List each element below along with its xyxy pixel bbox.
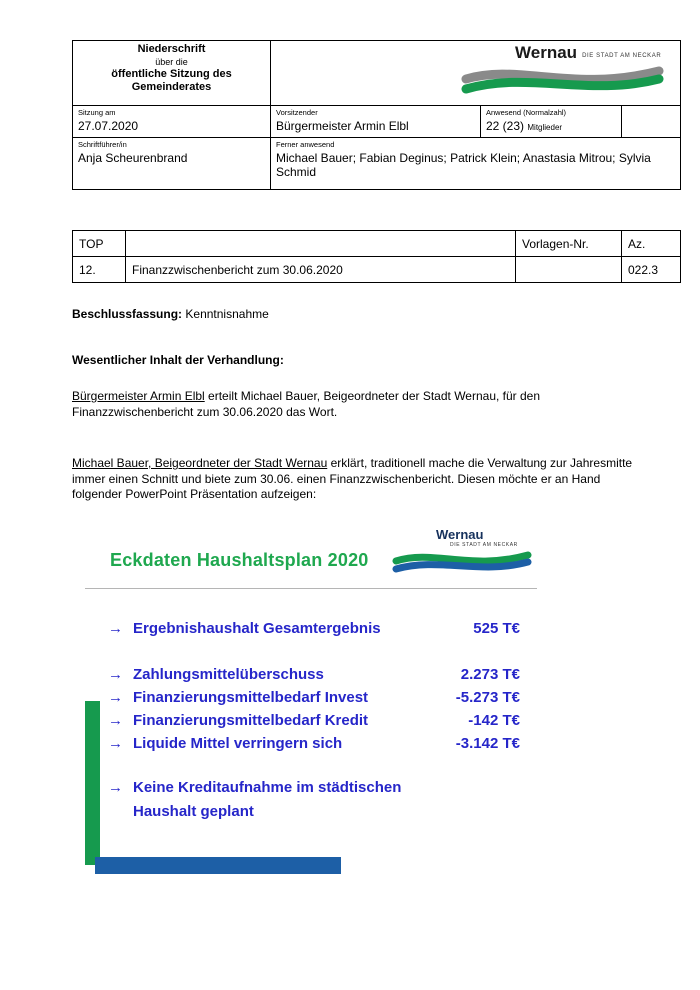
slide-bullet-invest: [108, 689, 520, 706]
field-anwesend-value: [486, 119, 616, 135]
slide-blue-bar: [95, 857, 341, 874]
header-logo-cell: [271, 41, 681, 106]
field-anwesend-label: Anwesend (Normalzahl): [486, 108, 567, 117]
slide-wernau-logo: [392, 528, 534, 577]
field-schriftfuehrer: [73, 138, 271, 190]
cell-az: 022.3: [622, 257, 681, 283]
note-text: [133, 776, 401, 824]
wernau-logo: [460, 44, 672, 95]
bullet-label: Finanzierungsmittelbedarf Kredit: [133, 712, 369, 729]
cell-vorlagen: [516, 257, 622, 283]
bullet-value: -5.273 T€: [455, 689, 520, 706]
bullet-value: -3.142 T€: [455, 735, 520, 752]
arrow-icon: →: [108, 666, 123, 683]
field-ferner-label: Ferner anwesend: [276, 140, 335, 149]
table-row: [73, 257, 681, 283]
doc-title-line4: Gemeinderates: [131, 81, 212, 93]
paragraph-2: [72, 456, 634, 503]
doc-title-cell: [73, 41, 271, 106]
doc-title-line3: öffentliche Sitzung des: [111, 68, 232, 80]
field-ferner-value: Michael Bauer; Fabian Deginus; Patrick Klein; Anastasia Mitrou; Sylvia Schmid: [276, 151, 651, 179]
cell-top-title: Finanzzwischenbericht zum 30.06.2020: [126, 257, 516, 283]
slide-bullet-liquide-mittel: [108, 735, 520, 752]
field-vorsitzender-value: Bürgermeister Armin Elbl: [276, 119, 409, 133]
arrow-icon: →: [108, 712, 123, 729]
anwesend-count: 22 (23): [486, 119, 525, 133]
field-vorsitzender-label: Vorsitzender: [276, 108, 318, 117]
beschluss-label: Beschlussfassung:: [72, 307, 183, 321]
arrow-icon: →: [108, 779, 123, 796]
beschluss-value: Kenntnisnahme: [185, 307, 269, 321]
field-anwesend: [481, 106, 622, 138]
wernau-tagline: DIE STADT AM NECKAR: [582, 53, 662, 59]
slide-bullet-ergebnishaushalt: [108, 620, 520, 637]
col-header-top: TOP: [73, 231, 126, 257]
bullet-label: Finanzierungsmittelbedarf Invest: [133, 689, 369, 706]
top-table-header-row: [73, 231, 681, 257]
arrow-icon: →: [108, 689, 123, 706]
top-table: [72, 230, 681, 283]
slide-note: [108, 776, 520, 824]
arrow-icon: →: [108, 620, 123, 637]
field-ferner: [271, 138, 681, 190]
cell-top-number: 12.: [73, 257, 126, 283]
slide-title: Eckdaten Haushaltsplan 2020: [110, 550, 369, 570]
bullet-value: 2.273 T€: [460, 666, 520, 683]
bullet-label: Zahlungsmittelüberschuss: [133, 666, 324, 683]
slide-bullet-kredit: [108, 712, 520, 729]
paragraph-1-name: Bürgermeister Armin Elbl: [72, 389, 205, 403]
wernau-wordmark: Wernau: [515, 43, 578, 62]
field-sitzung: [73, 106, 271, 138]
slide-green-bar: [85, 701, 100, 865]
doc-title-line2: über die: [155, 57, 188, 67]
paragraph-1: [72, 389, 634, 420]
header-empty-box: [622, 106, 681, 138]
field-sitzung-value: 27.07.2020: [78, 119, 139, 133]
header-table: [72, 40, 681, 190]
bullet-value: 525 T€: [473, 620, 520, 637]
slide-bullet-zahlungsmittel: [108, 666, 520, 683]
inhalt-heading: Wesentlicher Inhalt der Verhandlung:: [72, 353, 284, 367]
anwesend-unit: Mitglieder: [527, 123, 563, 132]
field-sitzung-label: Sitzung am: [78, 108, 116, 117]
paragraph-2-name: Michael Bauer, Beigeordneter der Stadt Wernau: [72, 456, 328, 470]
note-line2: Haushalt geplant: [133, 803, 254, 820]
field-vorsitzender: [271, 106, 481, 138]
col-header-empty: [126, 231, 516, 257]
field-schriftfuehrer-label: Schriftführer/in: [78, 140, 127, 149]
field-schriftfuehrer-value: Anja Scheurenbrand: [78, 151, 188, 165]
slide-title-divider: [85, 588, 537, 589]
slide-wernau-wordmark: Wernau: [436, 527, 484, 542]
wernau-logo-text-row: [460, 44, 672, 62]
paragraph-2-text: erklärt, traditionell mache die Verwaltung zur Jahresmitte immer einen Schnitt und biete zum 30.06. einen Finanzzwischenbericht. Diesen möchte er an Hand folgender PowerPoint Präsentation aufzeigen:: [72, 456, 633, 501]
beschluss-line: [72, 307, 634, 323]
bullet-label: Liquide Mittel verringern sich: [133, 735, 343, 752]
slide-wernau-tagline: DIE STADT AM NECKAR: [450, 542, 518, 548]
col-header-az: Az.: [622, 231, 681, 257]
arrow-icon: →: [108, 735, 123, 752]
bullet-label: Ergebnishaushalt Gesamtergebnis: [133, 620, 381, 637]
col-header-vorlagen: Vorlagen-Nr.: [516, 231, 622, 257]
wernau-swoosh-icon: [460, 63, 665, 95]
doc-title-line1: Niederschrift: [137, 43, 206, 55]
note-line1: Keine Kreditaufnahme im städtischen: [133, 779, 402, 796]
paragraph-1-text: erteilt Michael Bauer, Beigeordneter der Stadt Wernau, für den Finanzzwischenbericht zum 30.06.2020 das Wort.: [72, 389, 541, 419]
slide-wernau-swoosh-icon: [392, 549, 532, 577]
bullet-value: -142 T€: [468, 712, 520, 729]
